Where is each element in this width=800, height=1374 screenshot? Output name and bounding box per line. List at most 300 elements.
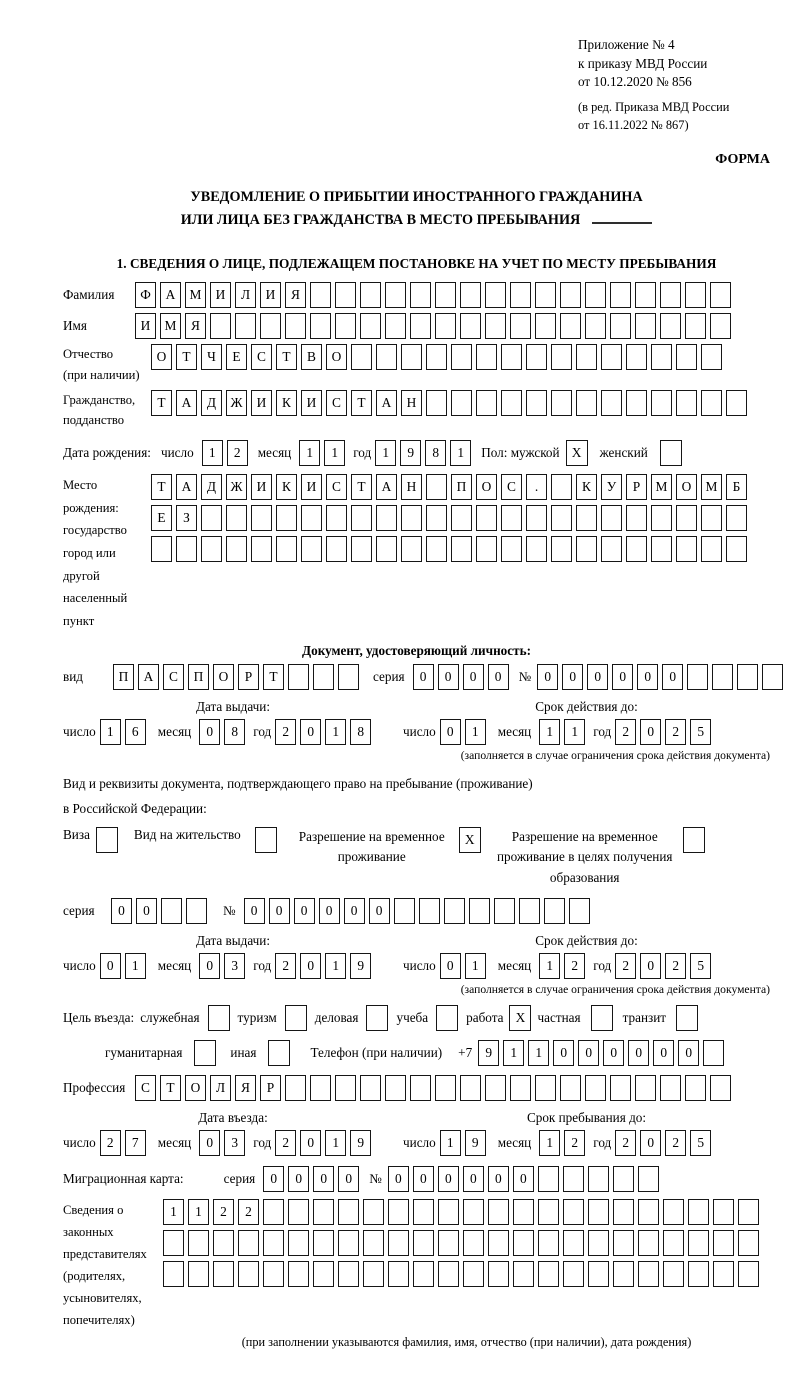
form-cell[interactable] [551,390,572,416]
form-cell[interactable] [513,1230,534,1256]
form-cell[interactable] [626,505,647,531]
form-cell[interactable]: 9 [350,1130,371,1156]
form-cell[interactable]: А [376,474,397,500]
form-cell[interactable] [426,344,447,370]
form-cell[interactable]: Я [285,282,306,308]
form-cell[interactable]: 2 [615,953,636,979]
form-cell[interactable]: 1 [465,719,486,745]
form-cell[interactable]: 0 [413,1166,434,1192]
form-cell[interactable] [685,1075,706,1101]
form-cell[interactable]: 2 [615,1130,636,1156]
form-cell[interactable] [701,505,722,531]
form-cell[interactable] [485,313,506,339]
form-cell[interactable] [713,1230,734,1256]
form-cell[interactable]: Е [151,505,172,531]
form-cell[interactable]: 0 [562,664,583,690]
form-cell[interactable] [438,1261,459,1287]
form-cell[interactable]: 1 [375,440,396,466]
form-cell[interactable]: 0 [263,1166,284,1192]
form-cell[interactable] [313,1199,334,1225]
form-cell[interactable] [444,898,465,924]
form-cell[interactable] [563,1199,584,1225]
form-cell[interactable] [335,313,356,339]
form-cell[interactable] [426,505,447,531]
form-cell[interactable]: 9 [465,1130,486,1156]
form-cell[interactable]: Р [626,474,647,500]
form-cell[interactable]: 0 [578,1040,599,1066]
form-cell[interactable] [726,505,747,531]
form-cell[interactable]: 1 [465,953,486,979]
form-cell[interactable]: 1 [188,1199,209,1225]
form-cell[interactable]: 0 [300,719,321,745]
form-cell[interactable]: 0 [244,898,265,924]
form-cell[interactable] [388,1261,409,1287]
form-cell[interactable] [251,536,272,562]
form-cell[interactable] [569,898,590,924]
form-cell[interactable] [288,664,309,690]
form-cell[interactable] [376,505,397,531]
form-cell[interactable] [710,282,731,308]
purpose-transit-checkbox[interactable] [676,1005,698,1031]
form-cell[interactable] [363,1199,384,1225]
form-cell[interactable] [451,390,472,416]
form-cell[interactable]: 1 [539,719,560,745]
form-cell[interactable] [510,1075,531,1101]
form-cell[interactable]: 0 [388,1166,409,1192]
form-cell[interactable] [501,344,522,370]
form-cell[interactable] [660,282,681,308]
form-cell[interactable] [663,1261,684,1287]
form-cell[interactable]: 1 [100,719,121,745]
form-cell[interactable]: 0 [653,1040,674,1066]
form-cell[interactable]: Ф [135,282,156,308]
form-cell[interactable]: Т [151,474,172,500]
form-cell[interactable] [485,282,506,308]
form-cell[interactable]: 9 [350,953,371,979]
form-cell[interactable]: И [251,474,272,500]
form-cell[interactable]: 0 [313,1166,334,1192]
form-cell[interactable]: Б [726,474,747,500]
form-cell[interactable]: З [176,505,197,531]
form-cell[interactable]: П [188,664,209,690]
form-cell[interactable] [651,344,672,370]
form-cell[interactable] [762,664,783,690]
form-cell[interactable]: 0 [587,664,608,690]
form-cell[interactable] [685,313,706,339]
form-cell[interactable]: 1 [564,719,585,745]
form-cell[interactable] [544,898,565,924]
form-cell[interactable] [526,536,547,562]
form-cell[interactable]: 1 [539,1130,560,1156]
form-cell[interactable] [588,1166,609,1192]
form-cell[interactable] [401,344,422,370]
form-cell[interactable] [687,664,708,690]
form-cell[interactable] [685,282,706,308]
form-cell[interactable]: В [301,344,322,370]
form-cell[interactable] [288,1199,309,1225]
form-cell[interactable] [451,505,472,531]
form-cell[interactable]: 1 [440,1130,461,1156]
form-cell[interactable] [510,313,531,339]
form-cell[interactable] [635,1075,656,1101]
form-cell[interactable]: 0 [319,898,340,924]
form-cell[interactable] [488,1261,509,1287]
form-cell[interactable] [276,505,297,531]
form-cell[interactable]: 1 [325,953,346,979]
form-cell[interactable] [263,1199,284,1225]
form-cell[interactable] [460,1075,481,1101]
form-cell[interactable]: 2 [615,719,636,745]
form-cell[interactable]: 5 [690,1130,711,1156]
form-cell[interactable] [351,536,372,562]
form-cell[interactable]: 1 [528,1040,549,1066]
form-cell[interactable]: 0 [300,1130,321,1156]
form-cell[interactable] [651,390,672,416]
form-cell[interactable]: Л [210,1075,231,1101]
form-cell[interactable]: 9 [400,440,421,466]
form-cell[interactable]: Я [235,1075,256,1101]
form-cell[interactable] [738,1199,759,1225]
form-cell[interactable]: 2 [665,953,686,979]
form-cell[interactable] [413,1199,434,1225]
form-cell[interactable] [494,898,515,924]
form-cell[interactable] [588,1199,609,1225]
form-cell[interactable]: 0 [640,719,661,745]
form-cell[interactable]: И [301,474,322,500]
form-cell[interactable] [426,390,447,416]
form-cell[interactable] [576,505,597,531]
form-cell[interactable]: И [260,282,281,308]
form-cell[interactable]: С [163,664,184,690]
form-cell[interactable]: П [113,664,134,690]
form-cell[interactable] [151,536,172,562]
form-cell[interactable]: Т [351,474,372,500]
form-cell[interactable] [426,536,447,562]
form-cell[interactable]: О [326,344,347,370]
form-cell[interactable] [410,313,431,339]
form-cell[interactable] [613,1166,634,1192]
form-cell[interactable]: 0 [513,1166,534,1192]
form-cell[interactable] [476,505,497,531]
form-cell[interactable]: 1 [539,953,560,979]
form-cell[interactable]: Т [151,390,172,416]
form-cell[interactable]: И [210,282,231,308]
form-cell[interactable] [463,1261,484,1287]
form-cell[interactable]: 0 [603,1040,624,1066]
form-cell[interactable] [388,1230,409,1256]
option-temp-residence-education-checkbox[interactable] [683,827,705,853]
form-cell[interactable] [538,1199,559,1225]
form-cell[interactable] [435,313,456,339]
form-cell[interactable]: И [251,390,272,416]
form-cell[interactable] [626,536,647,562]
form-cell[interactable] [576,536,597,562]
form-cell[interactable]: Т [263,664,284,690]
form-cell[interactable]: С [501,474,522,500]
form-cell[interactable] [313,1261,334,1287]
form-cell[interactable]: 5 [690,953,711,979]
form-cell[interactable]: Р [260,1075,281,1101]
form-cell[interactable] [551,474,572,500]
form-cell[interactable] [638,1230,659,1256]
form-cell[interactable] [310,282,331,308]
form-cell[interactable]: Н [401,474,422,500]
form-cell[interactable]: О [676,474,697,500]
sex-male-checkbox[interactable]: X [566,440,588,466]
form-cell[interactable] [260,313,281,339]
form-cell[interactable]: 0 [640,953,661,979]
form-cell[interactable] [613,1199,634,1225]
form-cell[interactable]: 0 [640,1130,661,1156]
form-cell[interactable]: 0 [537,664,558,690]
form-cell[interactable] [501,536,522,562]
form-cell[interactable] [226,505,247,531]
form-cell[interactable] [526,390,547,416]
form-cell[interactable]: 6 [125,719,146,745]
form-cell[interactable] [535,282,556,308]
form-cell[interactable]: Ж [226,474,247,500]
form-cell[interactable]: 0 [199,953,220,979]
form-cell[interactable] [601,390,622,416]
form-cell[interactable] [413,1230,434,1256]
form-cell[interactable] [701,536,722,562]
form-cell[interactable] [451,536,472,562]
form-cell[interactable]: 2 [564,1130,585,1156]
form-cell[interactable] [410,282,431,308]
form-cell[interactable]: 8 [224,719,245,745]
form-cell[interactable] [610,1075,631,1101]
form-cell[interactable] [463,1230,484,1256]
form-cell[interactable] [651,536,672,562]
form-cell[interactable] [588,1261,609,1287]
form-cell[interactable] [235,313,256,339]
form-cell[interactable] [501,390,522,416]
form-cell[interactable]: Ч [201,344,222,370]
form-cell[interactable] [360,282,381,308]
form-cell[interactable] [376,536,397,562]
purpose-official-checkbox[interactable] [208,1005,230,1031]
form-cell[interactable]: 1 [202,440,223,466]
form-cell[interactable]: 7 [125,1130,146,1156]
form-cell[interactable] [326,536,347,562]
form-cell[interactable]: И [135,313,156,339]
form-cell[interactable]: Л [235,282,256,308]
form-cell[interactable] [513,1261,534,1287]
form-cell[interactable]: 0 [199,719,220,745]
form-cell[interactable] [688,1199,709,1225]
form-cell[interactable] [313,664,334,690]
form-cell[interactable] [201,505,222,531]
form-cell[interactable] [410,1075,431,1101]
form-cell[interactable]: М [160,313,181,339]
form-cell[interactable] [538,1261,559,1287]
form-cell[interactable] [394,898,415,924]
form-cell[interactable]: 0 [440,953,461,979]
form-cell[interactable] [663,1199,684,1225]
form-cell[interactable]: 0 [269,898,290,924]
purpose-work-checkbox[interactable]: X [509,1005,531,1031]
form-cell[interactable]: 3 [224,953,245,979]
sex-female-checkbox[interactable] [660,440,682,466]
form-cell[interactable] [435,282,456,308]
form-cell[interactable] [610,313,631,339]
form-cell[interactable] [651,505,672,531]
form-cell[interactable]: 2 [275,719,296,745]
form-cell[interactable]: О [213,664,234,690]
form-cell[interactable] [713,1199,734,1225]
form-cell[interactable] [738,1261,759,1287]
form-cell[interactable] [476,536,497,562]
form-cell[interactable]: 0 [637,664,658,690]
form-cell[interactable]: 0 [288,1166,309,1192]
form-cell[interactable] [563,1230,584,1256]
form-cell[interactable] [563,1261,584,1287]
form-cell[interactable]: Я [185,313,206,339]
form-cell[interactable]: 0 [294,898,315,924]
form-cell[interactable] [688,1261,709,1287]
form-cell[interactable]: 1 [163,1199,184,1225]
form-cell[interactable]: 1 [450,440,471,466]
form-cell[interactable] [210,313,231,339]
form-cell[interactable] [676,344,697,370]
form-cell[interactable] [560,313,581,339]
form-cell[interactable] [726,536,747,562]
form-cell[interactable] [460,282,481,308]
form-cell[interactable] [285,313,306,339]
form-cell[interactable]: 0 [438,1166,459,1192]
form-cell[interactable] [426,474,447,500]
form-cell[interactable] [588,1230,609,1256]
option-residence-permit-checkbox[interactable] [255,827,277,853]
form-cell[interactable]: С [251,344,272,370]
purpose-tourism-checkbox[interactable] [285,1005,307,1031]
form-cell[interactable]: К [276,390,297,416]
form-cell[interactable]: Р [238,664,259,690]
form-cell[interactable] [385,282,406,308]
purpose-humanitarian-checkbox[interactable] [194,1040,216,1066]
form-cell[interactable]: С [135,1075,156,1101]
form-cell[interactable]: 2 [227,440,248,466]
form-cell[interactable]: О [185,1075,206,1101]
form-cell[interactable]: 0 [413,664,434,690]
purpose-study-checkbox[interactable] [436,1005,458,1031]
form-cell[interactable] [251,505,272,531]
form-cell[interactable] [501,505,522,531]
form-cell[interactable] [601,536,622,562]
form-cell[interactable] [419,898,440,924]
form-cell[interactable] [585,313,606,339]
form-cell[interactable] [385,313,406,339]
form-cell[interactable]: 8 [425,440,446,466]
form-cell[interactable]: 0 [463,664,484,690]
form-cell[interactable]: 0 [438,664,459,690]
form-cell[interactable]: 0 [612,664,633,690]
form-cell[interactable]: 2 [275,1130,296,1156]
purpose-private-checkbox[interactable] [591,1005,613,1031]
form-cell[interactable] [351,505,372,531]
form-cell[interactable] [601,344,622,370]
form-cell[interactable] [601,505,622,531]
form-cell[interactable] [638,1166,659,1192]
form-cell[interactable]: М [651,474,672,500]
form-cell[interactable] [510,282,531,308]
form-cell[interactable] [335,282,356,308]
form-cell[interactable]: 2 [238,1199,259,1225]
form-cell[interactable]: С [326,390,347,416]
form-cell[interactable]: 0 [662,664,683,690]
form-cell[interactable] [563,1166,584,1192]
form-cell[interactable] [613,1230,634,1256]
form-cell[interactable] [688,1230,709,1256]
form-cell[interactable] [338,1199,359,1225]
form-cell[interactable] [301,536,322,562]
form-cell[interactable]: 5 [690,719,711,745]
form-cell[interactable] [635,313,656,339]
form-cell[interactable] [360,1075,381,1101]
form-cell[interactable]: М [701,474,722,500]
form-cell[interactable] [285,1075,306,1101]
form-cell[interactable] [488,1230,509,1256]
form-cell[interactable]: 1 [299,440,320,466]
form-cell[interactable] [676,505,697,531]
form-cell[interactable] [188,1230,209,1256]
form-cell[interactable] [726,390,747,416]
form-cell[interactable] [701,390,722,416]
form-cell[interactable] [435,1075,456,1101]
form-cell[interactable]: 0 [300,953,321,979]
form-cell[interactable]: 1 [503,1040,524,1066]
form-cell[interactable] [351,344,372,370]
form-cell[interactable]: А [376,390,397,416]
form-cell[interactable] [469,898,490,924]
form-cell[interactable] [737,664,758,690]
form-cell[interactable]: 0 [369,898,390,924]
form-cell[interactable]: 9 [478,1040,499,1066]
form-cell[interactable]: 1 [325,719,346,745]
form-cell[interactable] [263,1261,284,1287]
form-cell[interactable] [186,898,207,924]
form-cell[interactable]: Т [176,344,197,370]
form-cell[interactable]: Д [201,474,222,500]
form-cell[interactable] [363,1261,384,1287]
form-cell[interactable]: 0 [111,898,132,924]
form-cell[interactable]: Е [226,344,247,370]
form-cell[interactable]: 2 [665,1130,686,1156]
form-cell[interactable] [485,1075,506,1101]
form-cell[interactable] [538,1230,559,1256]
form-cell[interactable] [213,1261,234,1287]
form-cell[interactable] [163,1261,184,1287]
form-cell[interactable] [388,1199,409,1225]
form-cell[interactable] [310,313,331,339]
form-cell[interactable] [188,1261,209,1287]
form-cell[interactable] [488,1199,509,1225]
form-cell[interactable] [288,1230,309,1256]
form-cell[interactable] [460,313,481,339]
form-cell[interactable] [538,1166,559,1192]
form-cell[interactable]: П [451,474,472,500]
form-cell[interactable] [313,1230,334,1256]
form-cell[interactable]: Т [276,344,297,370]
form-cell[interactable]: Т [351,390,372,416]
form-cell[interactable] [326,505,347,531]
form-cell[interactable] [360,313,381,339]
form-cell[interactable] [610,282,631,308]
form-cell[interactable]: 0 [338,1166,359,1192]
form-cell[interactable]: 8 [350,719,371,745]
form-cell[interactable] [660,1075,681,1101]
form-cell[interactable] [376,344,397,370]
